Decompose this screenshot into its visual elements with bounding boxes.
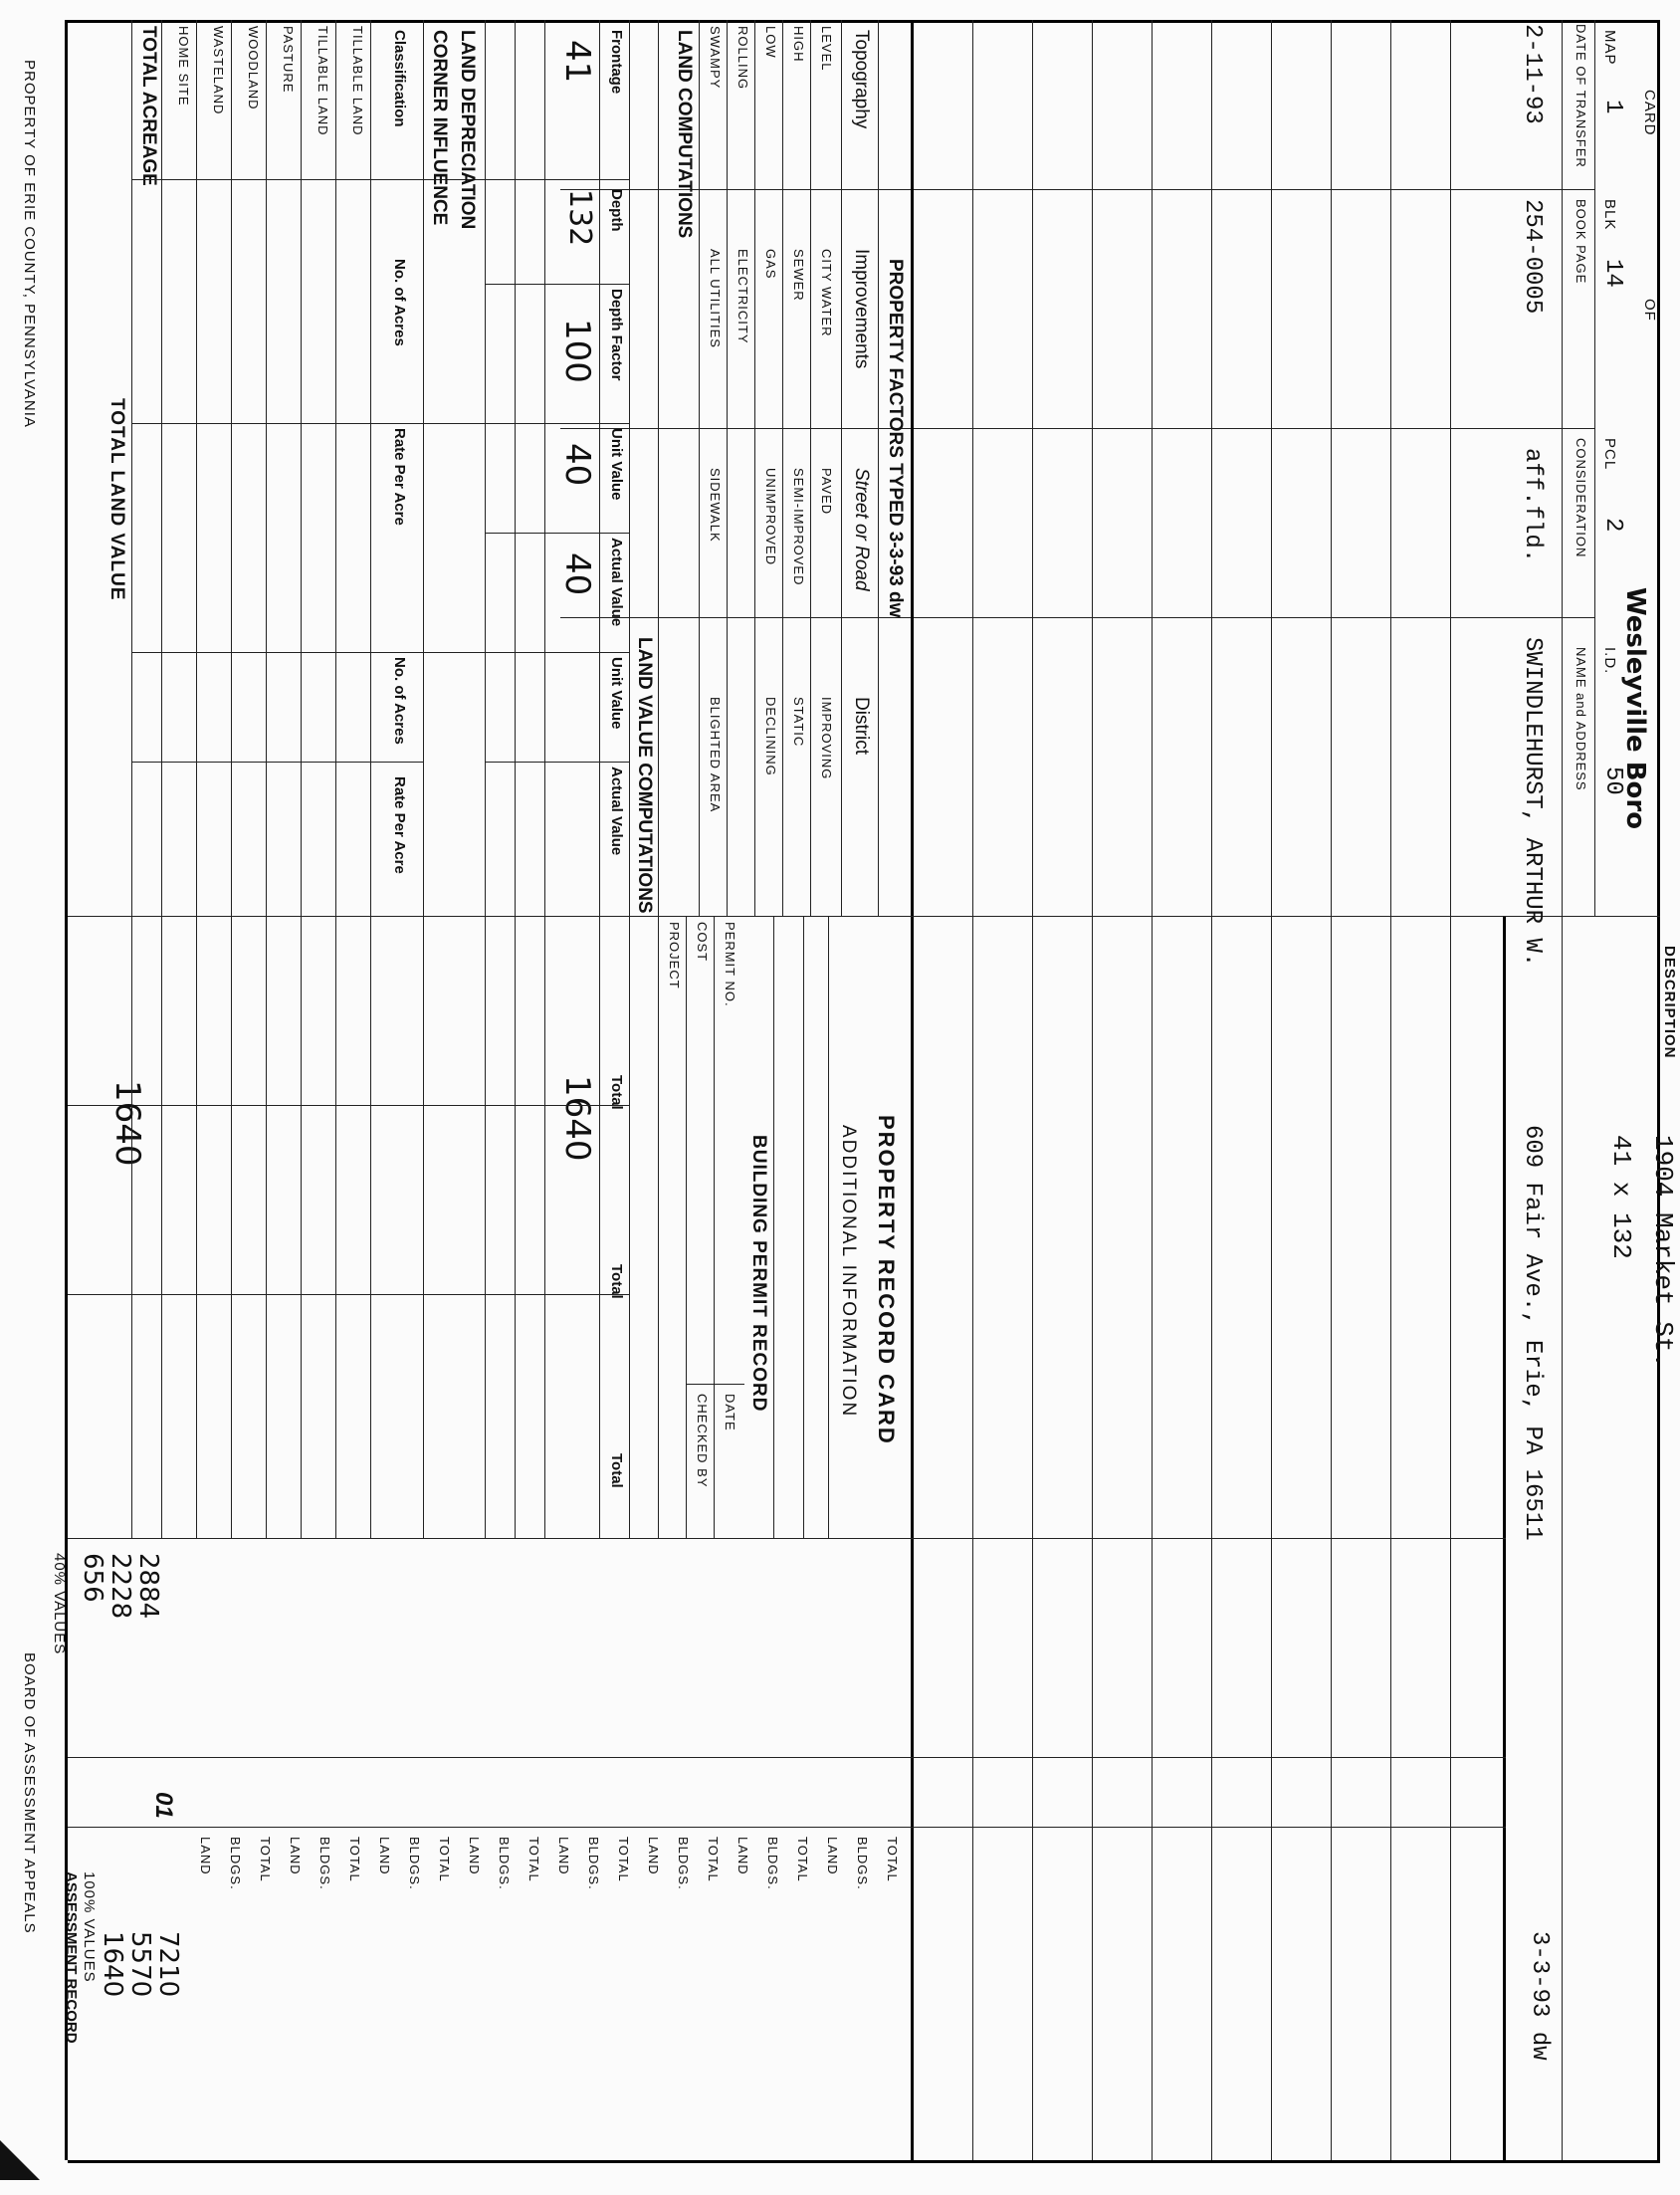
rule [132,762,424,763]
frame-left [68,20,1660,23]
permit-no-label: PERMIT NO. [723,922,737,1007]
rule [828,916,829,1538]
rule [132,423,371,424]
district-improving: IMPROVING [819,697,834,780]
of-label: OF [1641,299,1658,322]
rule [1092,20,1093,2160]
rule [714,916,715,1538]
permit-project-label: PROJECT [667,922,682,989]
row-land: LAND [556,1837,571,1875]
blk-label: BLK [1601,199,1618,231]
permit-checked-by-label: CHECKED BY [695,1394,710,1488]
rule [727,20,728,916]
transfer-book-page: 254-0005 [1519,199,1546,315]
rule [68,1827,1506,1828]
rule [658,916,659,1538]
class-pasture: PASTURE [281,26,296,94]
rule [335,20,336,1538]
rule [1032,20,1033,2160]
class-woodland: WOODLAND [246,26,261,110]
rule [560,189,1595,190]
id-value: 50 [1599,767,1626,795]
assessment-code: 01 [150,1792,177,1819]
rule [423,20,424,1538]
row-land: LAND [646,1837,661,1875]
rule [132,652,371,653]
col-date-of-transfer: DATE OF TRANSFER [1574,24,1588,168]
rule [68,1538,1506,1539]
transfer-date: 2-11-93 [1519,24,1546,124]
rule [1211,20,1212,2160]
row-total: TOTAL [885,1837,900,1882]
row-total: TOTAL [437,1837,452,1882]
rule [131,20,132,1538]
permit-cost-label: COST [695,922,710,963]
assessment-title: ASSESSMENT RECORD [63,1871,80,2044]
rule [1271,20,1272,2160]
frame-bottom [65,20,68,2160]
col-name-address: NAME and ADDRESS [1574,647,1588,791]
rule [231,20,232,1538]
topography-level: LEVEL [819,26,834,72]
col-unit-value: Unit Value [608,428,625,501]
rule [599,20,600,1538]
rule [68,1294,630,1295]
rule [486,284,630,285]
description-line2: 41 x 132 [1606,1135,1636,1259]
corner-influence-label: CORNER INFLUENCE [429,30,450,226]
col-rate-per-acre: Rate Per Acre [391,428,408,526]
rule [972,20,973,2160]
rule [911,20,914,2160]
col-book-page: BOOK PAGE [1574,199,1588,285]
rule [1562,20,1563,2160]
rule [301,20,302,1538]
transfer-consideration: aff.fld. [1519,448,1546,563]
improvement-electricity: ELECTRICITY [735,249,750,344]
map-value: 1 [1599,100,1626,114]
rule [658,20,659,916]
row-total: TOTAL [526,1837,541,1882]
class-home-site: HOME SITE [176,26,191,107]
rule [68,1757,1506,1758]
rule [629,20,630,1538]
row-land: LAND [198,1837,213,1875]
value-40-bldgs: 2228 [105,1553,135,1620]
card-label: CARD [1641,90,1658,136]
col-street-or-road: Street or Road [851,468,872,591]
rule [1152,20,1153,2160]
actual-value: 40 [557,552,597,596]
rule [486,762,630,763]
col-consideration: CONSIDERATION [1574,438,1588,558]
rule [841,20,842,916]
description-note: 3-3-93 dw [1526,1931,1553,2061]
row-bldgs: BLDGS. [407,1837,422,1890]
map-label: MAP [1601,30,1618,66]
rule [1331,20,1332,2160]
description-label: DESCRIPTION [1661,946,1678,1059]
col-frontage: Frontage [608,30,625,95]
col-no-of-acres-2: No. of Acres [391,657,408,745]
row-land: LAND [467,1837,482,1875]
id-label: I.D. [1601,647,1618,675]
rule [686,916,687,1538]
scan-corner-mark [0,2140,40,2180]
row-total-value: 1640 [557,1075,597,1162]
street-unimproved: UNIMPROVED [763,468,778,566]
rule [161,20,162,1538]
permit-date-label: DATE [723,1394,737,1431]
owner-name: SWINDLEHURST, ARTHUR W. [1519,637,1546,968]
row-land: LAND [735,1837,750,1875]
street-semi-improved: SEMI-IMPROVED [791,468,806,586]
rule [515,20,516,1538]
row-total: TOTAL [795,1837,810,1882]
rule [266,20,267,1538]
municipality-stamp: Wesleyville Boro [1620,587,1650,830]
footer-left: PROPERTY OF ERIE COUNTY, PENNSYLVANIA [21,60,38,428]
blk-value: 14 [1599,259,1626,288]
rule [132,179,371,180]
col-depth: Depth [608,189,625,232]
class-wasteland: WASTELAND [211,26,226,115]
rule [544,20,545,1538]
rule [782,20,783,916]
building-permit-title: BUILDING PERMIT RECORD [748,1135,769,1413]
value-40-total: 2884 [133,1553,163,1620]
street-paved: PAVED [819,468,834,516]
rule [196,20,197,1538]
description-line1: 1904 Market St. [1648,1135,1678,1369]
rule [810,20,811,916]
topography-rolling: ROLLING [735,26,750,91]
row-total: TOTAL [616,1837,631,1882]
record-card-title: PROPERTY RECORD CARD [874,1115,899,1445]
street-sidewalk: SIDEWALK [708,468,723,543]
rule [754,20,755,916]
row-bldgs: BLDGS. [317,1837,332,1890]
rule [486,533,630,534]
col-rate-per-acre-2: Rate Per Acre [391,776,408,874]
row-land: LAND [825,1837,840,1875]
rule [485,20,486,1538]
row-total: TOTAL [258,1837,273,1882]
rule [68,916,630,917]
rule [699,20,700,916]
value-100-land: 1640 [98,1931,127,1998]
row-total: TOTAL [706,1837,721,1882]
improvement-all-utilities: ALL UTILITIES [708,249,723,348]
col-improvements: Improvements [851,249,872,369]
rule [68,1105,630,1106]
row-land: LAND [377,1837,392,1875]
row-bldgs: BLDGS. [765,1837,780,1890]
rule [560,617,1595,618]
rule [560,428,1595,429]
unit-value: 40 [557,443,597,487]
assessment-100-label: 100% VALUES [81,1871,98,1983]
land-computations-title: LAND COMPUTATIONS [674,30,695,239]
rule [878,20,879,916]
total-land-value-label: TOTAL LAND VALUE [106,398,127,601]
frame-top [1657,20,1660,2160]
class-tillable-land-2: TILLABLE LAND [315,26,330,136]
assessment-40-label: 40% VALUES [51,1553,68,1655]
value-100-bldgs: 5570 [125,1931,155,1998]
pcl-value: 2 [1599,518,1626,533]
value-100-total: 7210 [153,1931,183,1998]
rule [371,423,630,424]
value-40-land: 656 [78,1553,107,1603]
district-blighted-area: BLIGHTED AREA [708,697,723,813]
col-no-of-acres: No. of Acres [391,259,408,346]
class-tillable-land: TILLABLE LAND [350,26,365,136]
frontage-value: 41 [557,40,597,84]
property-factors-title: PROPERTY FACTORS TYPED 3-3-93 dw [885,259,906,618]
row-bldgs: BLDGS. [676,1837,691,1890]
col-topography: Topography [851,30,872,129]
improvement-city-water: CITY WATER [819,249,834,337]
district-static: STATIC [791,697,806,748]
footer-right: BOARD OF ASSESSMENT APPEALS [21,1652,38,1934]
rule [687,1384,744,1385]
col-depth-factor: Depth Factor [608,289,625,381]
depth-factor-value: 100 [557,319,597,383]
col-unit-value-2: Unit Value [608,657,625,730]
topography-swampy: SWAMPY [708,26,723,90]
total-land-value: 1640 [107,1080,147,1167]
row-bldgs: BLDGS. [586,1837,601,1890]
frame-right [68,2160,1660,2163]
rule [1450,20,1451,2160]
row-bldgs: BLDGS. [855,1837,870,1890]
improvement-sewer: SEWER [791,249,806,302]
row-bldgs: BLDGS. [497,1837,512,1890]
rule [371,179,630,180]
depth-value: 132 [562,189,597,247]
row-total: TOTAL [347,1837,362,1882]
col-classification: Classification [391,30,408,127]
land-value-computations-title: LAND VALUE COMPUTATIONS [634,637,655,914]
col-actual-value-2: Actual Value [608,767,625,856]
col-actual-value: Actual Value [608,538,625,627]
topography-low: LOW [763,26,778,59]
rule [773,916,774,1538]
rule [370,20,371,1538]
rule [1594,20,1595,916]
owner-address: 609 Fair Ave., Erie, PA 16511 [1519,1125,1546,1541]
improvement-gas: GAS [763,249,778,280]
total-acreage-label: TOTAL ACREAGE [138,26,159,186]
record-card-subtitle: ADDITIONAL INFORMATION [838,1125,859,1419]
district-declining: DECLINING [763,697,778,776]
topography-high: HIGH [791,26,806,63]
col-total-1: Total [608,1075,625,1110]
col-district: District [851,697,872,756]
rule [803,916,804,1538]
land-depreciation-label: LAND DEPRECIATION [457,30,478,230]
row-bldgs: BLDGS. [228,1837,243,1890]
col-total-2: Total [608,1264,625,1299]
row-land: LAND [288,1837,303,1875]
rule [1390,20,1391,2160]
pcl-label: PCL [1601,438,1618,471]
rule [371,652,630,653]
col-total-3: Total [608,1453,625,1488]
